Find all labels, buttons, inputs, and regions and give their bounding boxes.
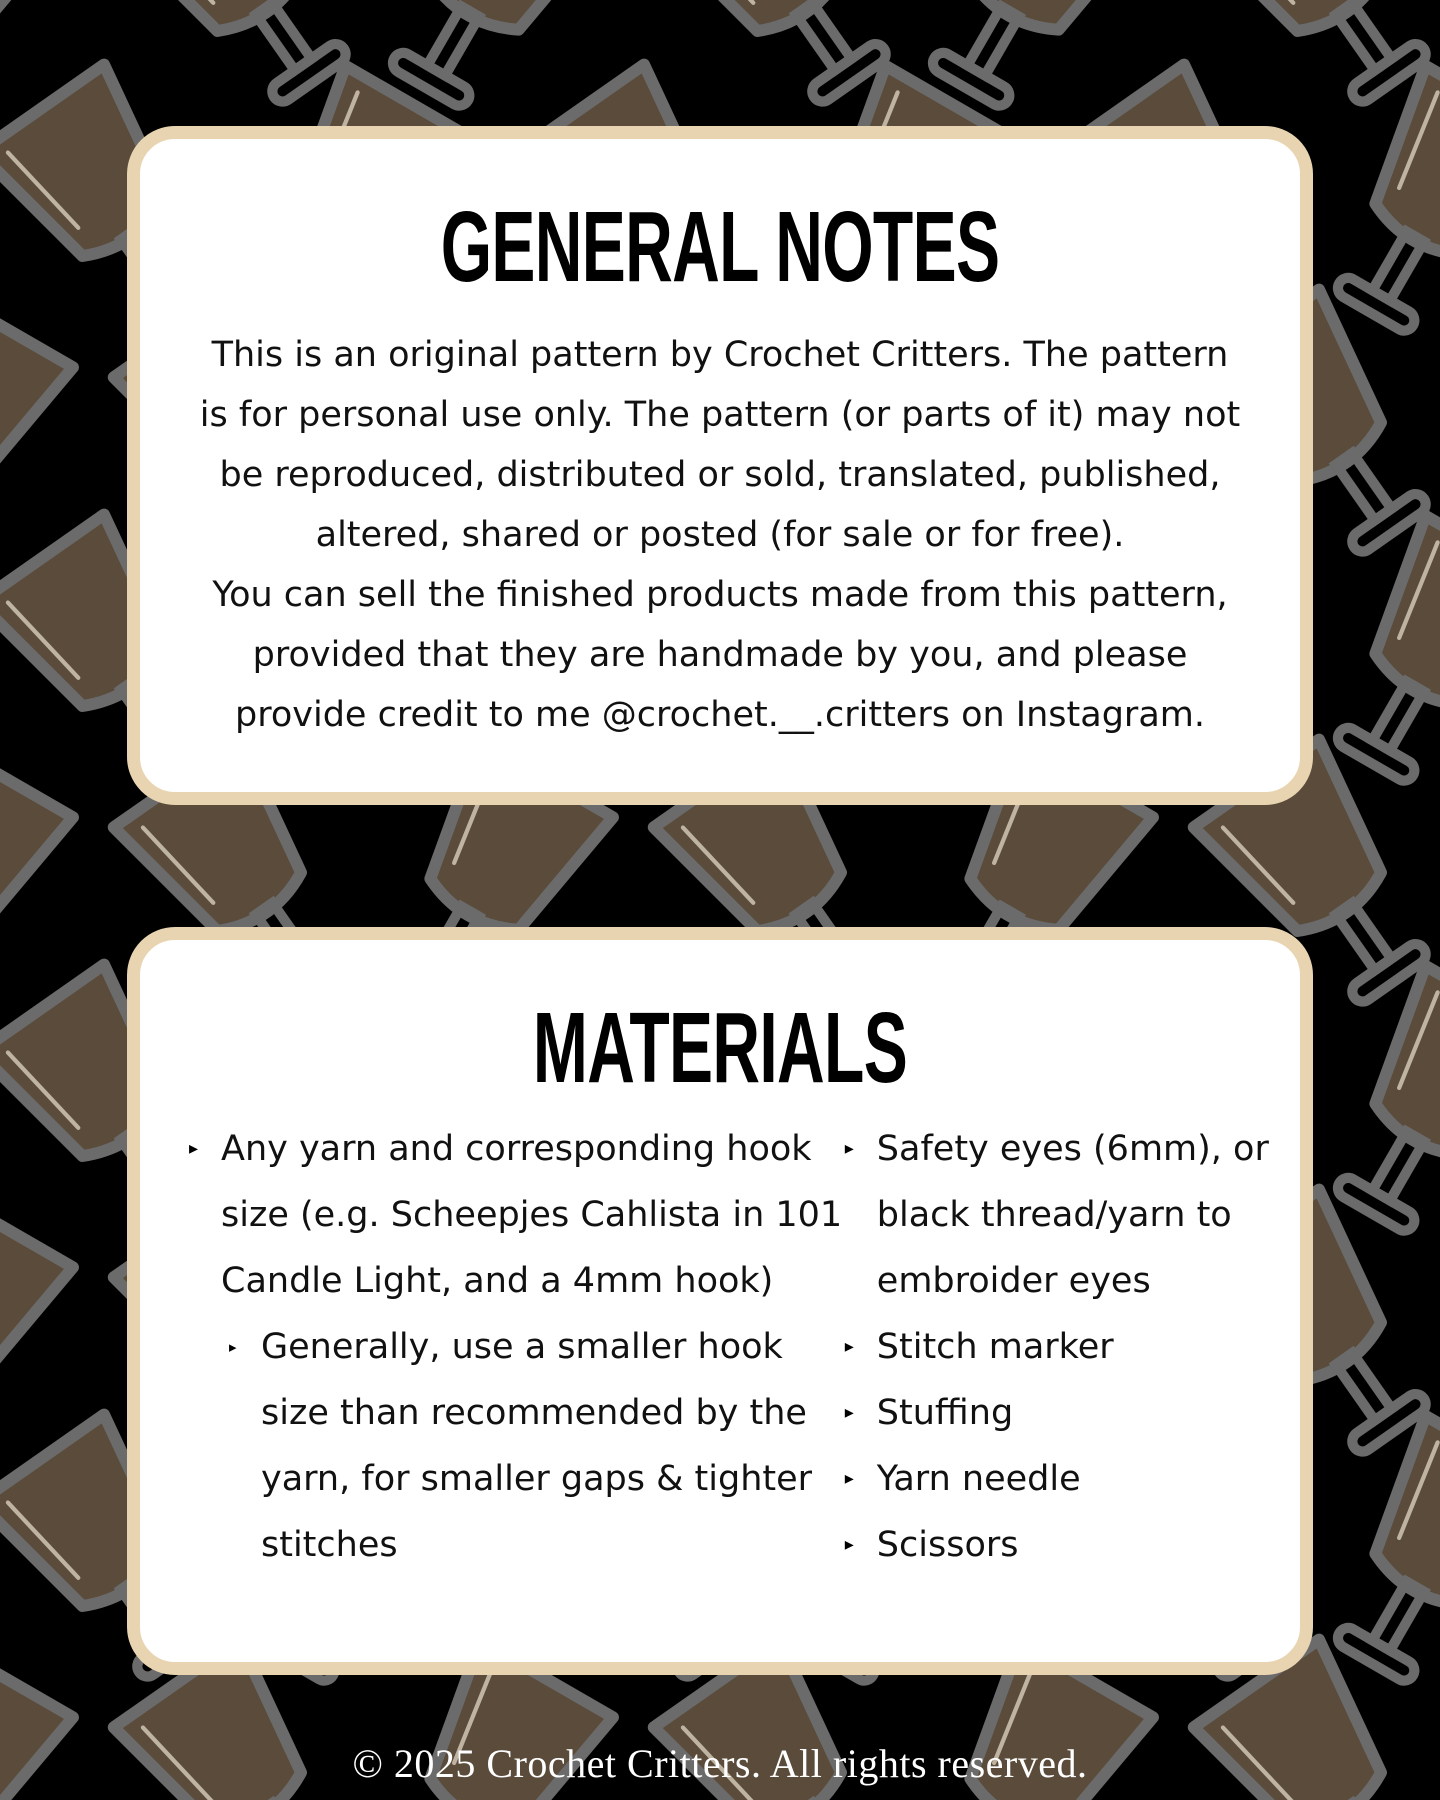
list-item [843, 1380, 1280, 1446]
yarn-glass-icon [0, 1191, 73, 1477]
bullet-icon: ▸ [844, 1534, 854, 1555]
materials-title: MATERIALS [532, 992, 908, 1104]
bullet-icon: ▸ [844, 1468, 854, 1489]
bullet-icon: ▸ [844, 1402, 854, 1423]
list-item-text: Stitch marker [876, 1327, 1114, 1367]
list-item-text: Stuffing [876, 1393, 1014, 1433]
materials-columns [140, 1116, 1300, 1578]
materials-right-column [843, 1116, 1280, 1578]
materials-card [127, 927, 1313, 1675]
list-item-text: Any yarn and corresponding hook size (e.g. Scheepjes Cahlista in 101 Candle Light, and a 4mm hook) [221, 1129, 843, 1301]
yarn-glass-icon [0, 741, 73, 1027]
general-notes-card [127, 126, 1313, 805]
yarn-glass-icon [1194, 0, 1440, 125]
list-item [843, 1446, 1280, 1512]
copyright-footer: © 2025 Crochet Critters. All rights reserved. [352, 1741, 1088, 1786]
bullet-icon: ▸ [844, 1336, 854, 1357]
list-item-text: Scissors [876, 1525, 1019, 1565]
list-item [227, 1314, 843, 1578]
list-item [843, 1512, 1280, 1578]
materials-sublist [227, 1314, 843, 1578]
general-notes-paragraph-1: This is an original pattern by Crochet Critters. The pattern is for personal use only. The pattern (or parts of it) may not be reproduced, distributed or sold, translated, published, altered, shared or posted (for sale or for free). [199, 335, 1241, 555]
list-item-text: Generally, use a smaller hook size than recommended by the yarn, for smaller gaps & tighter stitches [261, 1327, 813, 1565]
general-notes-paragraph-2: You can sell the finished products made from this pattern, provided that they are handmade by you, and please provide credit to me @crochet.__.critters on Instagram. [212, 575, 1228, 735]
bullet-icon: ▸ [189, 1138, 199, 1159]
general-notes-title: GENERAL NOTES [440, 191, 1000, 303]
list-item [843, 1116, 1280, 1314]
list-item-text: Safety eyes (6mm), or black thread/yarn to embroider eyes [876, 1129, 1269, 1301]
list-item [843, 1314, 1280, 1380]
general-notes-body [196, 325, 1244, 745]
bullet-icon: ▸ [229, 1338, 237, 1356]
materials-list-right [843, 1116, 1280, 1578]
list-item-text: Yarn needle [876, 1459, 1081, 1499]
materials-left-column [187, 1116, 843, 1578]
bullet-icon: ▸ [844, 1138, 854, 1159]
materials-list-left [187, 1116, 843, 1578]
yarn-glass-icon [0, 291, 73, 577]
list-item [187, 1116, 843, 1578]
